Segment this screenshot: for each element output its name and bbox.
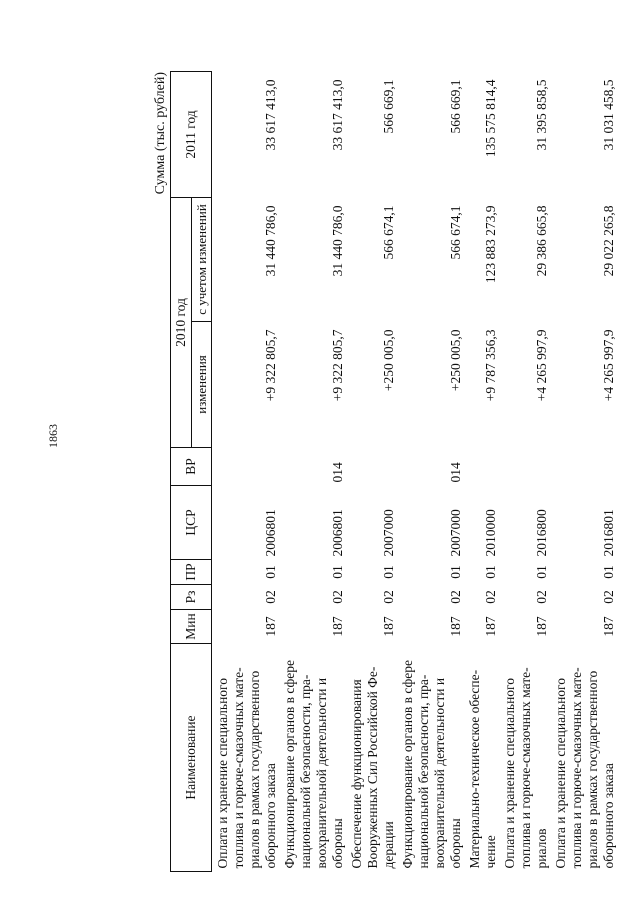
- row-csr: 2007000: [381, 509, 396, 557]
- row-2011: 31 395 858,5: [534, 79, 549, 151]
- row-changes: +9 787 356,3: [483, 329, 498, 402]
- header-csr: ЦСР: [171, 486, 212, 560]
- row-changes: +9 322 805,7: [263, 329, 278, 402]
- table-row: [347, 72, 398, 872]
- header-2010: 2010 год: [171, 198, 192, 448]
- row-pr: 01: [601, 565, 616, 579]
- row-pr: 01: [330, 565, 345, 579]
- row-with-changes: 566 674,1: [448, 205, 463, 260]
- row-with-changes: 566 674,1: [381, 205, 396, 260]
- row-name: Оплата и хранение специального топлива и горюче-смазочных мате-риалов в рамках государственного оборонного заказа: [215, 667, 278, 869]
- row-min: 187: [483, 616, 498, 637]
- row-2011: 33 617 413,0: [330, 79, 345, 151]
- header-min: Мин: [171, 610, 212, 644]
- row-min: 187: [381, 616, 396, 637]
- row-changes: +4 265 997,9: [601, 329, 616, 402]
- row-with-changes: 31 440 786,0: [330, 205, 345, 277]
- table-row: [551, 72, 618, 872]
- row-vr: [551, 448, 618, 486]
- page-number: 1863: [46, 424, 60, 448]
- header-with-changes: с учетом изменений: [192, 198, 212, 322]
- row-csr: 2006801: [263, 509, 278, 557]
- row-vr: 014: [330, 462, 345, 483]
- row-csr: 2007000: [448, 509, 463, 557]
- table-row: [500, 72, 551, 872]
- row-pr: 01: [534, 565, 549, 579]
- header-changes: изменения: [192, 322, 212, 448]
- row-with-changes: 29 022 265,8: [601, 205, 616, 277]
- table-row: [280, 72, 347, 872]
- table-row: [212, 72, 281, 872]
- row-name: Обеспечение функционирования Вооруженных Сил Российской Фе-дерации: [349, 666, 396, 869]
- row-rz: 02: [330, 590, 345, 604]
- row-min: 187: [330, 616, 345, 637]
- budget-table: [170, 71, 618, 872]
- row-vr: [500, 448, 551, 486]
- header-2011: 2011 год: [171, 72, 212, 198]
- table-row: [465, 72, 500, 872]
- row-min: 187: [263, 616, 278, 637]
- row-2011: 566 669,1: [381, 79, 396, 134]
- row-vr: [465, 448, 500, 486]
- row-csr: 2016801: [601, 509, 616, 557]
- row-2011: 33 617 413,0: [263, 79, 278, 151]
- header-rz: Рз: [171, 585, 212, 610]
- row-csr: 2016800: [534, 509, 549, 557]
- row-csr: 2006801: [330, 509, 345, 557]
- row-vr: [347, 448, 398, 486]
- header-vr: ВР: [171, 448, 212, 486]
- row-2011: 31 031 458,5: [601, 79, 616, 151]
- row-with-changes: 123 883 273,9: [483, 205, 498, 284]
- row-pr: 01: [483, 565, 498, 579]
- row-rz: 02: [263, 590, 278, 604]
- row-2011: 566 669,1: [448, 79, 463, 134]
- table-row: [398, 72, 465, 872]
- row-with-changes: 31 440 786,0: [263, 205, 278, 277]
- row-with-changes: 29 386 665,8: [534, 205, 549, 277]
- row-name: Материально-техническое обеспе-чение: [467, 669, 498, 869]
- row-changes: +9 322 805,7: [330, 329, 345, 402]
- header-name: Наименование: [171, 644, 212, 872]
- row-name: Оплата и хранение специального топлива и горюче-смазочных мате-риалов: [502, 667, 549, 869]
- rotated-page-content: [152, 72, 616, 872]
- row-pr: 01: [448, 565, 463, 579]
- row-vr: [212, 448, 281, 486]
- row-min: 187: [601, 616, 616, 637]
- row-rz: 02: [601, 590, 616, 604]
- row-vr: 014: [448, 462, 463, 483]
- row-changes: +250 005,0: [448, 329, 463, 392]
- unit-caption: Сумма (тыс. рублей): [153, 72, 168, 195]
- row-csr: 2010000: [483, 509, 498, 557]
- row-min: 187: [534, 616, 549, 637]
- row-pr: 01: [263, 565, 278, 579]
- row-pr: 01: [381, 565, 396, 579]
- header-pr: ПР: [171, 560, 212, 585]
- row-name: Функционирование органов в сфере национальной безопасности, пра-воохранительной деятельности и обороны: [400, 660, 463, 869]
- row-rz: 02: [483, 590, 498, 604]
- row-rz: 02: [534, 590, 549, 604]
- row-2011: 135 575 814,4: [483, 79, 498, 158]
- row-changes: +4 265 997,9: [534, 329, 549, 402]
- header-row-top: [171, 72, 192, 872]
- row-name: Оплата и хранение специального топлива и горюче-смазочных мате-риалов в рамках государственного оборонного заказа: [553, 667, 616, 869]
- row-rz: 02: [448, 590, 463, 604]
- row-changes: +250 005,0: [381, 329, 396, 392]
- row-rz: 02: [381, 590, 396, 604]
- row-min: 187: [448, 616, 463, 637]
- row-name: Функционирование органов в сфере национальной безопасности, пра-воохранительной деятельности и обороны: [282, 660, 345, 869]
